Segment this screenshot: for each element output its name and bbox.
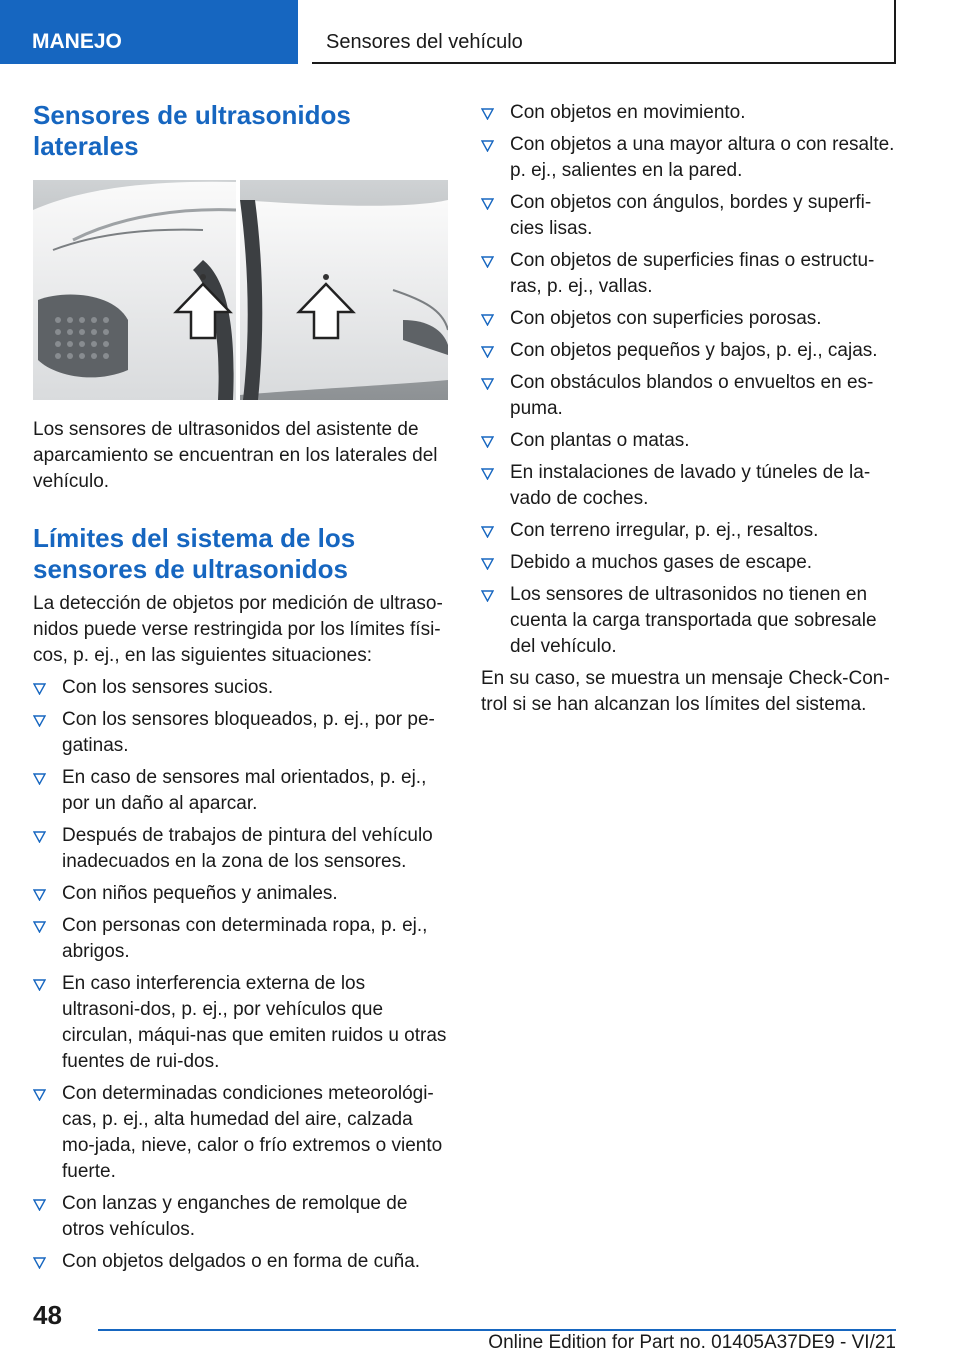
list-item [33, 971, 448, 1075]
triangle-bullet-icon [33, 715, 46, 727]
list-item [481, 460, 896, 512]
list-item [33, 765, 448, 817]
car-side-sensors-illustration [33, 180, 448, 400]
list-item [33, 1081, 448, 1185]
triangle-bullet-icon [481, 140, 494, 152]
closing-paragraph: En su caso, se muestra un mensaje Check-Con-trol si se han alcanzan los límites del sistema. [481, 668, 890, 715]
list-item [33, 823, 448, 875]
triangle-bullet-icon [33, 1089, 46, 1101]
triangle-bullet-icon [481, 198, 494, 210]
triangle-bullet-icon [33, 683, 46, 695]
footer-edition: Online Edition for Part no. 01405A37DE9 - VI/21 [488, 1332, 896, 1353]
list-item [481, 306, 896, 332]
heading-lateral-sensors: Sensores de ultrasonidos laterales [33, 100, 351, 161]
triangle-bullet-icon [481, 558, 494, 570]
list-item-text: Con plantas o matas. [510, 430, 690, 451]
triangle-bullet-icon [481, 468, 494, 480]
heading-system-limits: Límites del sistema de los sensores de ultrasonidos [33, 523, 356, 584]
footer-rule [98, 1329, 896, 1331]
list-item-text: Con objetos delgados o en forma de cuña. [62, 1251, 421, 1272]
list-item-text: Después de trabajos de pintura del vehículo inadecuados en la zona de los sensores. [62, 825, 433, 872]
list-item-text: Debido a muchos gases de escape. [510, 552, 813, 573]
list-item [33, 881, 448, 907]
triangle-bullet-icon [481, 108, 494, 120]
list-item-text: Con objetos pequeños y bajos, p. ej., cajas. [510, 340, 878, 361]
list-item [481, 550, 896, 576]
left-column [33, 100, 448, 1275]
triangle-bullet-icon [481, 590, 494, 602]
triangle-bullet-icon [33, 1257, 46, 1269]
list-item-text: Con terreno irregular, p. ej., resaltos. [510, 520, 819, 541]
list-item [33, 675, 448, 701]
list-item-text: Con objetos de superficies finas o estructu-ras, p. ej., vallas. [510, 250, 875, 297]
triangle-bullet-icon [33, 831, 46, 843]
page-number: 48 [33, 1300, 62, 1330]
list-item [33, 707, 448, 759]
list-item [481, 370, 896, 422]
list-item-text: Con objetos con superficies porosas. [510, 308, 822, 329]
page-header-title: Sensores del vehículo [312, 0, 896, 64]
list-item-text: Con niños pequeños y animales. [62, 883, 338, 904]
list-item-text: Con objetos en movimiento. [510, 102, 746, 123]
list-item [33, 1249, 448, 1275]
triangle-bullet-icon [481, 526, 494, 538]
list-item [481, 100, 896, 126]
list-item-text: Con los sensores bloqueados, p. ej., por pe-gatinas. [62, 709, 435, 756]
intro-paragraph: Los sensores de ultrasonidos del asistente de aparcamiento se encuentran en los laterales del vehículo. [33, 419, 438, 492]
list-item-text: En caso interferencia externa de los ultrasoni-dos, p. ej., por vehículos que circulan, máqui-nas que emiten ruidos u otras fuentes de rui-dos. [62, 973, 447, 1072]
list-item-text: Con determinadas condiciones meteorológi-cas, p. ej., alta humedad del aire, calzada mo-jada, nieve, calor o frío extremos o viento fuerte. [62, 1083, 443, 1182]
triangle-bullet-icon [33, 889, 46, 901]
left-bullet-list [33, 675, 448, 1275]
list-item [481, 248, 896, 300]
list-item [33, 1191, 448, 1243]
triangle-bullet-icon [33, 979, 46, 991]
list-item [481, 428, 896, 454]
triangle-bullet-icon [481, 378, 494, 390]
triangle-bullet-icon [481, 436, 494, 448]
list-item [481, 518, 896, 544]
list-item [481, 338, 896, 364]
section-tab: MANEJO [0, 0, 298, 64]
list-item [33, 913, 448, 965]
list-item-text: Con objetos a una mayor altura o con resalte. p. ej., salientes en la pared. [510, 134, 895, 181]
list-item-text: Con obstáculos blandos o envueltos en es-puma. [510, 372, 874, 419]
triangle-bullet-icon [481, 314, 494, 326]
triangle-bullet-icon [481, 256, 494, 268]
list-item [481, 132, 896, 184]
triangle-bullet-icon [33, 773, 46, 785]
triangle-bullet-icon [481, 346, 494, 358]
right-column [481, 100, 896, 718]
list-item-text: Con personas con determinada ropa, p. ej., abrigos. [62, 915, 428, 962]
list-item-text: Con los sensores sucios. [62, 677, 274, 698]
list-item [481, 582, 896, 660]
limits-intro-paragraph: La detección de objetos por medición de ultraso-nidos puede verse restringida por los límites físi-cos, p. ej., en las siguientes situaciones: [33, 593, 443, 666]
list-item [481, 190, 896, 242]
list-item-text: Con lanzas y enganches de remolque de otros vehículos. [62, 1193, 408, 1240]
list-item-text: En instalaciones de lavado y túneles de la-vado de coches. [510, 462, 871, 509]
triangle-bullet-icon [33, 921, 46, 933]
right-bullet-list [481, 100, 896, 660]
triangle-bullet-icon [33, 1199, 46, 1211]
list-item-text: Con objetos con ángulos, bordes y superfi-cies lisas. [510, 192, 872, 239]
list-item-text: En caso de sensores mal orientados, p. ej., por un daño al aparcar. [62, 767, 427, 814]
list-item-text: Los sensores de ultrasonidos no tienen en cuenta la carga transportada que sobresale del vehículo. [510, 584, 877, 657]
